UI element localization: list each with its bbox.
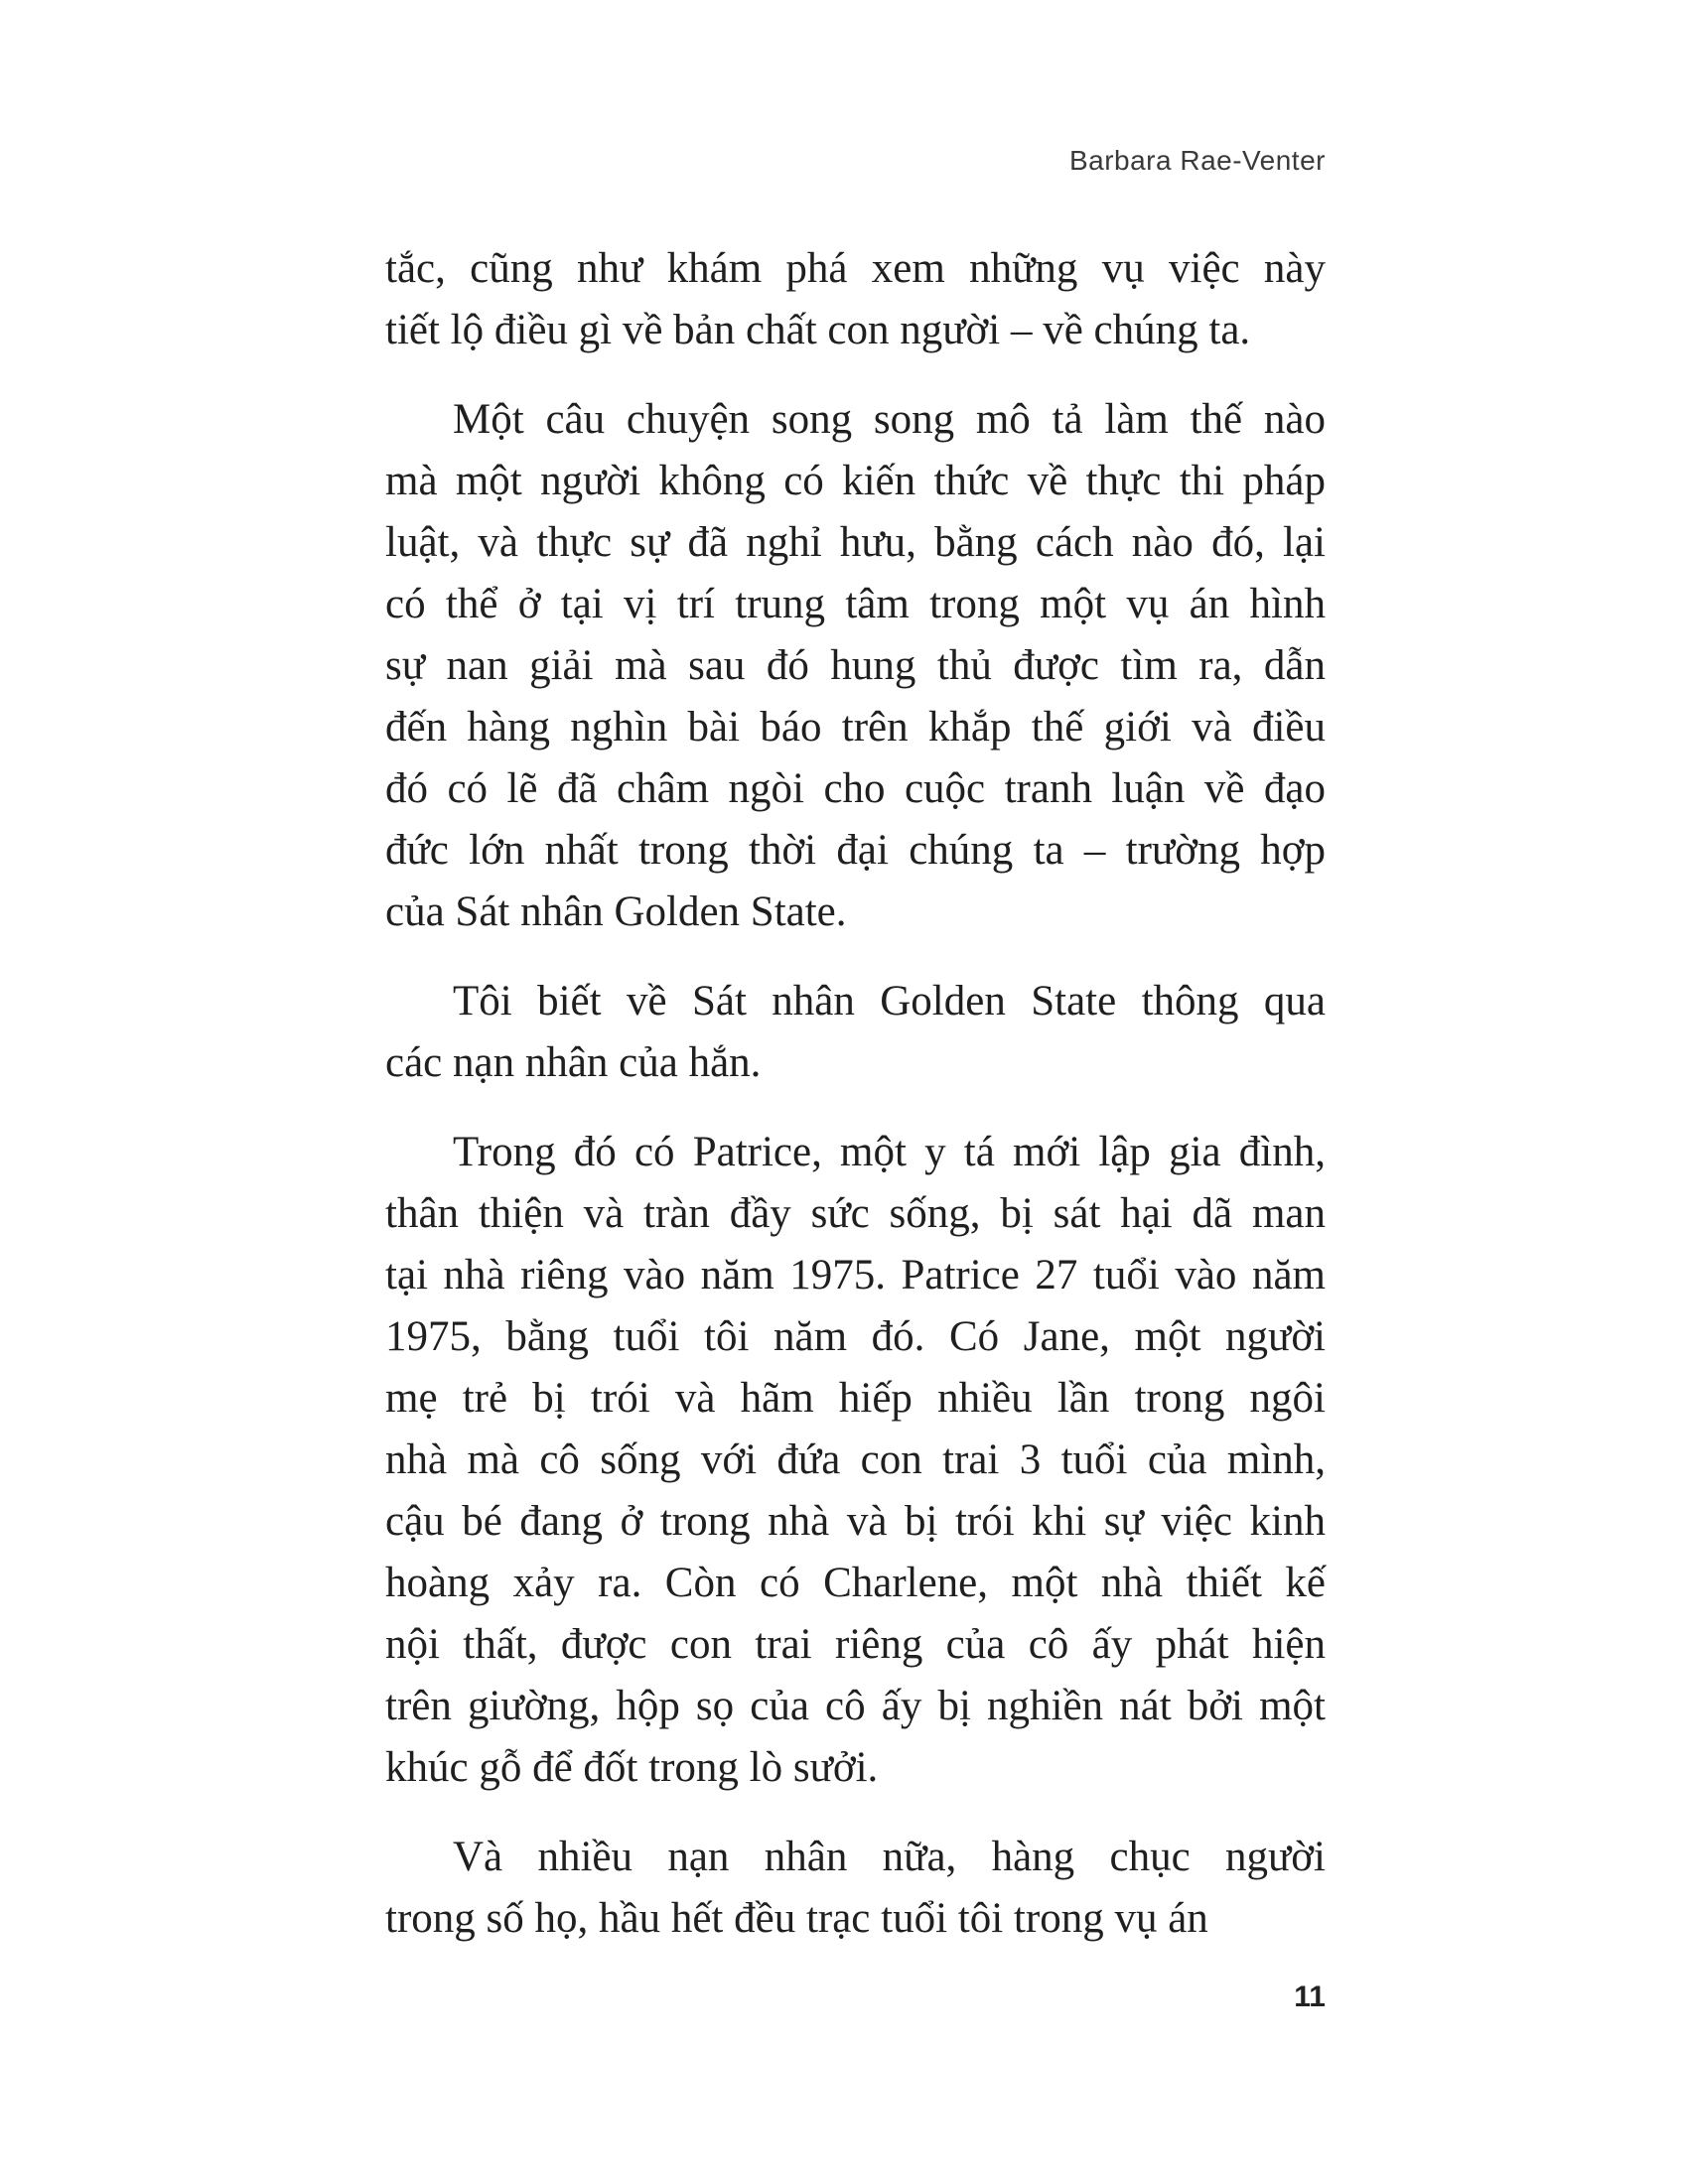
body-text <box>385 238 1326 1950</box>
text-line: của Sát nhân Golden State. <box>385 888 847 935</box>
text-line: Trong đó có Patrice, một y tá mới lập gia đình, <box>453 1129 1326 1175</box>
text-line: thân thiện và tràn đầy sức sống, bị sát hại dã man <box>385 1190 1326 1237</box>
text-line: nội thất, được con trai riêng của cô ấy phát hiện <box>385 1621 1326 1668</box>
paragraph <box>385 971 1326 1094</box>
text-line: tiết lộ điều gì về bản chất con người – về chúng ta. <box>385 307 1251 353</box>
text-line: các nạn nhân của hắn. <box>385 1039 762 1086</box>
text-line: hoàng xảy ra. Còn có Charlene, một nhà thiết kế <box>385 1560 1326 1606</box>
paragraph <box>385 1122 1326 1799</box>
text-line: đó có lẽ đã châm ngòi cho cuộc tranh luận về đạo <box>385 765 1326 812</box>
text-line: nhà mà cô sống với đứa con trai 3 tuổi của mình, <box>385 1436 1326 1483</box>
text-line: mà một người không có kiến thức về thực thi pháp <box>385 458 1326 504</box>
paragraph <box>385 238 1326 361</box>
text-line: sự nan giải mà sau đó hung thủ được tìm ra, dẫn <box>385 642 1326 689</box>
page-number: 11 <box>1294 1980 1326 2013</box>
text-line: trong số họ, hầu hết đều trạc tuổi tôi trong vụ án <box>385 1895 1208 1942</box>
running-header: Barbara Rae-Venter <box>1068 145 1326 176</box>
text-line: trên giường, hộp sọ của cô ấy bị nghiền nát bởi một <box>385 1683 1326 1729</box>
paragraph <box>385 1827 1326 1950</box>
paragraph <box>385 389 1326 943</box>
text-line: tại nhà riêng vào năm 1975. Patrice 27 tuổi vào năm <box>385 1252 1326 1298</box>
text-line: Tôi biết về Sát nhân Golden State thông qua <box>453 978 1326 1024</box>
text-line: đức lớn nhất trong thời đại chúng ta – trường hợp <box>385 827 1326 874</box>
text-line: đến hàng nghìn bài báo trên khắp thế giới và điều <box>385 704 1326 751</box>
text-line: Một câu chuyện song song mô tả làm thế nào <box>453 396 1326 443</box>
text-line: 1975, bằng tuổi tôi năm đó. Có Jane, một người <box>385 1313 1326 1360</box>
text-line: cậu bé đang ở trong nhà và bị trói khi sự việc kinh <box>385 1498 1326 1545</box>
text-line: có thể ở tại vị trí trung tâm trong một vụ án hình <box>385 581 1326 627</box>
text-line: mẹ trẻ bị trói và hãm hiếp nhiều lần trong ngôi <box>385 1375 1326 1422</box>
text-line: tắc, cũng như khám phá xem những vụ việc này <box>385 245 1326 292</box>
text-line: Và nhiều nạn nhân nữa, hàng chục người <box>453 1834 1326 1880</box>
text-line: luật, và thực sự đã nghỉ hưu, bằng cách nào đó, lại <box>385 519 1326 566</box>
text-line: khúc gỗ để đốt trong lò sưởi. <box>385 1744 879 1791</box>
